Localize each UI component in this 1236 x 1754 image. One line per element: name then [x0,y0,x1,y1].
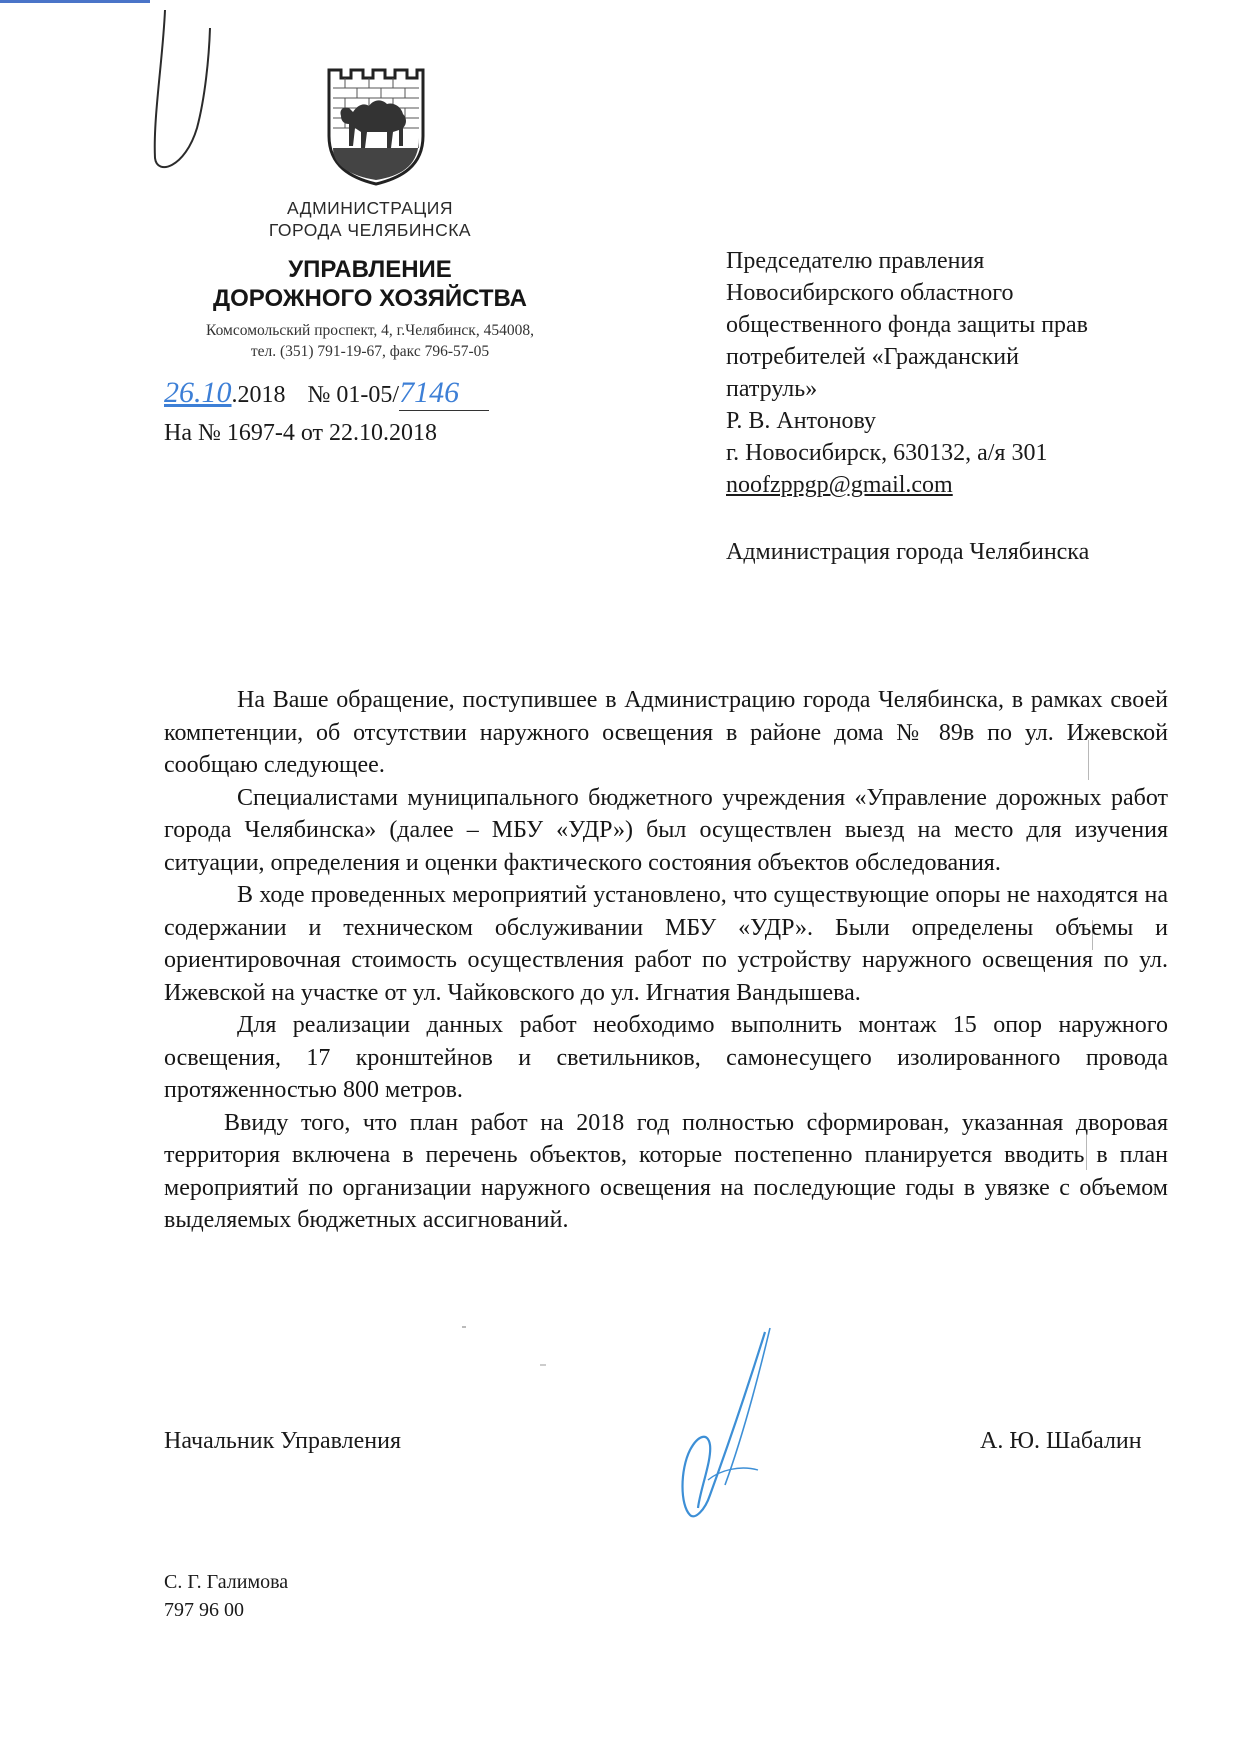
letter-body [164,684,1168,1237]
handwritten-signature [650,1320,780,1530]
recipient-email: noofzppgp@gmail.com [726,472,953,498]
recipient-block [726,245,1206,501]
admin-title-line2: ГОРОДА ЧЕЛЯБИНСКА [268,220,472,240]
admin-title-line1: АДМИНИСТРАЦИЯ [286,198,454,218]
body-paragraph: Ввиду того, что план работ на 2018 год полностью сформирован, указанная дворовая территория включена в перечень объектов, которые постепенно планируется вводить в план мероприятий по организации наружного освещения на последующие годы в увязке с объемом выделяемых бюджетных ассигнований. [164,1109,1168,1233]
reference-number-prefix: № 01-05/ [307,382,400,408]
reply-reference: На № 1697-4 от 22.10.2018 [164,420,438,446]
body-paragraph: Специалистами муниципального бюджетного учреждения «Управление дорожных работ города Челябинска» (далее – МБУ «УДР») был осуществлен выезд на место для изучения ситуации, определения и оценки фактического состояния объектов обследования. [164,784,1168,876]
handwritten-date: 26.10 [164,376,232,409]
reference-line [164,376,584,416]
handwritten-mark [125,8,215,178]
executor-name: С. Г. Галимова [164,1571,289,1593]
scan-speck [462,1326,466,1328]
coat-of-arms-emblem [323,66,429,186]
department-title-line2: ДОРОЖНОГО ХОЗЯЙСТВА [213,285,527,312]
department-address: Комсомольский проспект, 4, г.Челябинск, 454008, [206,322,534,339]
body-paragraph: В ходе проведенных мероприятий установлено, что существующие опоры не находятся на содержании и техническом обслуживании МБУ «УДР». Были определены объемы и ориентировочная стоимость осуществления работ по устройству наружного освещения по ул. Ижевской на участке от ул. Чайковского до ул. Игнатия Вандышева. [164,882,1168,1006]
signatory-position: Начальник Управления [164,1428,401,1454]
recipient-line: потребителей «Гражданский [726,344,1019,370]
recipient-line: Р. В. Антонову [726,408,877,434]
reference-year: .2018 [231,382,286,408]
body-paragraph: Для реализации данных работ необходимо выполнить монтаж 15 опор наружного освещения, 17 кронштейнов и светильников, самонесущего изолированного провода протяженностью 800 метров. [164,1012,1168,1103]
recipient-line: Председателю правления [726,248,985,274]
executor-phone: 797 96 00 [164,1599,244,1621]
copy-to-line: Администрация города Челябинска [726,539,1090,565]
recipient-line: патруль» [726,376,818,402]
body-paragraph: На Ваше обращение, поступившее в Администрацию города Челябинска, в рамках своей компетенции, об отсутствии наружного освещения в районе дома № 89в по ул. Ижевской сообщаю следующее. [164,687,1168,778]
signatory-name: А. Ю. Шабалин [980,1428,1142,1454]
recipient-line: Новосибирского областного [726,280,1014,306]
department-title-line1: УПРАВЛЕНИЕ [288,256,452,283]
recipient-line: общественного фонда защиты прав [726,312,1089,338]
scan-edge-mark [0,0,150,3]
department-phone: тел. (351) 791-19-67, факс 796-57-05 [250,343,490,360]
scan-speck [540,1364,546,1366]
recipient-line: г. Новосибирск, 630132, а/я 301 [726,440,1048,466]
handwritten-number: 7146 [399,376,489,411]
